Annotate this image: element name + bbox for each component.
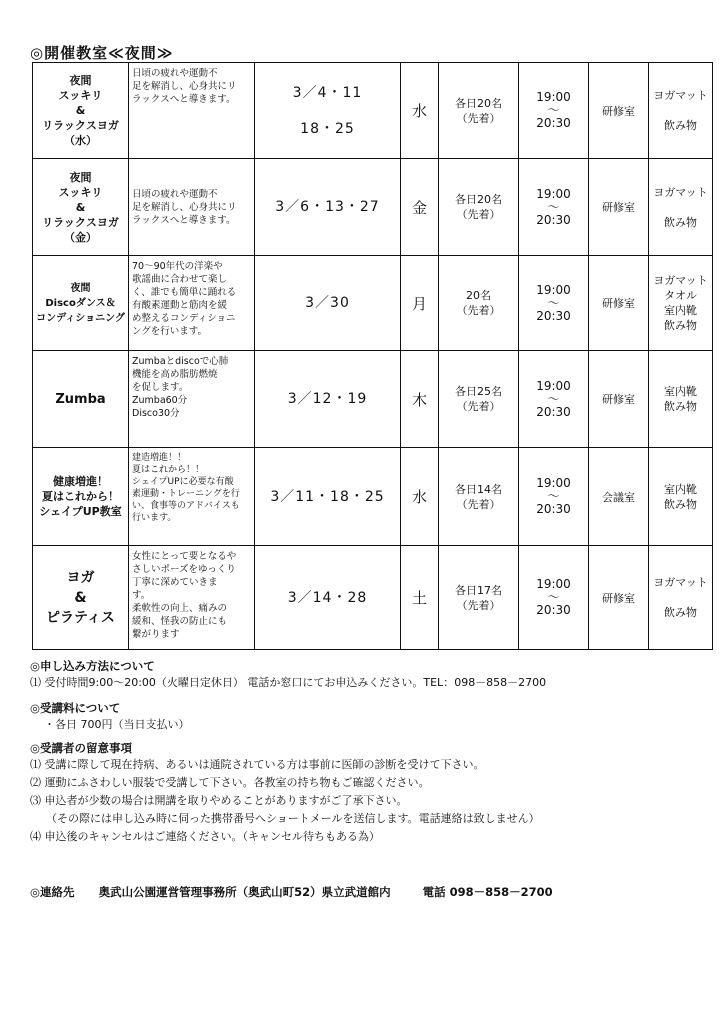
- class-capacity: 各日14名 （先着）: [439, 448, 519, 546]
- contact-info: [30, 884, 553, 900]
- class-weekday: 水: [401, 63, 439, 159]
- notes-section: [30, 658, 710, 846]
- class-room: 研修室: [589, 351, 649, 448]
- class-capacity: 20名 （先着）: [439, 256, 519, 351]
- fee-section-title: ◎受講料について: [30, 701, 121, 715]
- class-capacity: 各日20名 （先着）: [439, 159, 519, 256]
- class-room: 研修室: [589, 63, 649, 159]
- apply-line: ⑴ 受付時間9:00～20:00（火曜日定休日） 電話か窓口にてお申込みください。TEL：098－858－2700: [30, 676, 547, 689]
- table-row: [33, 63, 713, 159]
- class-items: ヨガマット 飲み物: [649, 159, 713, 256]
- class-items: ヨガマット 飲み物: [649, 546, 713, 650]
- contact-phone: 電話 098－858－2700: [422, 885, 553, 899]
- class-description: Zumbaとdiscoで心肺 機能を高め脂肪燃焼 を促します。 Zumba60分 Disco30分: [129, 351, 255, 448]
- contact-office: 奥武山公園運営管理事務所（奥武山町52）県立武道館内: [98, 885, 391, 899]
- class-dates: 3／11・18・25: [255, 448, 401, 546]
- class-time: 19:00 ～ 20:30: [519, 256, 589, 351]
- class-dates: 3／6・13・27: [255, 159, 401, 256]
- class-description: 日頃の疲れや運動不 足を解消し、心身共にリ ラックスへと導きます。: [129, 159, 255, 256]
- caution-line: ⑴ 受講に際して現在持病、あるいは通院されている方は事前に医師の診断を受けて下さい。: [30, 758, 485, 771]
- class-weekday: 土: [401, 546, 439, 650]
- class-capacity: 各日20名 （先着）: [439, 63, 519, 159]
- class-dates: 3／14・28: [255, 546, 401, 650]
- class-description: 70～90年代の洋楽や 歌謡曲に合わせて楽し く、誰でも簡単に踊れる 有酸素運動と筋肉を緩 め整えるコンディショニ ングを行います。: [129, 256, 255, 351]
- class-weekday: 金: [401, 159, 439, 256]
- table-row: [33, 351, 713, 448]
- class-weekday: 月: [401, 256, 439, 351]
- class-time: 19:00 ～ 20:30: [519, 546, 589, 650]
- class-description: 日頃の疲れや運動不 足を解消し、心身共にリ ラックスへと導きます。: [129, 63, 255, 159]
- class-weekday: 水: [401, 448, 439, 546]
- table-row: [33, 448, 713, 546]
- class-description: 建造増進！！ 夏はこれから！！ シェイプUPに必要な有酸 素運動・トレーニングを行 い、食事等のアドバイスも 行います。: [129, 448, 255, 546]
- contact-label: ◎連絡先: [30, 885, 75, 899]
- class-items: ヨガマット 飲み物: [649, 63, 713, 159]
- class-items: ヨガマット タオル 室内靴 飲み物: [649, 256, 713, 351]
- class-items: 室内靴 飲み物: [649, 448, 713, 546]
- class-time: 19:00 ～ 20:30: [519, 63, 589, 159]
- class-name: 夜間 スッキリ & リラックスヨガ （水）: [33, 63, 129, 159]
- class-items: 室内靴 飲み物: [649, 351, 713, 448]
- class-room: 研修室: [589, 546, 649, 650]
- class-name: 夜間 Discoダンス＆ コンディショニング: [33, 256, 129, 351]
- class-description: 女性にとって要となるや さしいポーズをゆっくり 丁寧に深めていきま す。 柔軟性の向上、痛みの 緩和、怪我の防止にも 繋がります: [129, 546, 255, 650]
- class-room: 会議室: [589, 448, 649, 546]
- class-schedule-table: [32, 62, 713, 650]
- caution-line: ⑵ 運動にふさわしい服装で受講して下さい。各教室の持ち物もご確認ください。: [30, 776, 430, 789]
- class-name: 健康増進！ 夏はこれから！ シェイプUP教室: [33, 448, 129, 546]
- caution-line: ⑶ 申込者が少数の場合は開講を取りやめることがありますがご了承下さい。: [30, 794, 408, 807]
- class-room: 研修室: [589, 256, 649, 351]
- class-capacity: 各日17名 （先着）: [439, 546, 519, 650]
- class-time: 19:00 ～ 20:30: [519, 351, 589, 448]
- caution-line: ⑷ 申込後のキャンセルはご連絡ください。（キャンセル待ちもある為）: [30, 830, 380, 843]
- cautions-section-title: ◎受講者の留意事項: [30, 741, 133, 755]
- table-row: [33, 546, 713, 650]
- class-capacity: 各日25名 （先着）: [439, 351, 519, 448]
- class-name: Zumba: [33, 351, 129, 448]
- class-name: 夜間 スッキリ & リラックスヨガ （金）: [33, 159, 129, 256]
- class-dates: 3／4・11 18・25: [255, 63, 401, 159]
- apply-section-title: ◎申し込み方法について: [30, 659, 155, 673]
- table-row: [33, 256, 713, 351]
- class-dates: 3／30: [255, 256, 401, 351]
- class-name: ヨガ & ピラティス: [33, 546, 129, 650]
- table-row: [33, 159, 713, 256]
- page-title: ◎開催教室≪夜間≫: [30, 44, 174, 62]
- fee-line: ・各日 700円（当日支払い）: [44, 718, 190, 731]
- class-weekday: 木: [401, 351, 439, 448]
- class-time: 19:00 ～ 20:30: [519, 448, 589, 546]
- class-time: 19:00 ～ 20:30: [519, 159, 589, 256]
- class-room: 研修室: [589, 159, 649, 256]
- class-dates: 3／12・19: [255, 351, 401, 448]
- caution-line: （その際には申し込み時に伺った携帯番号へショートメールを送信します。電話連絡は致しません）: [46, 812, 540, 825]
